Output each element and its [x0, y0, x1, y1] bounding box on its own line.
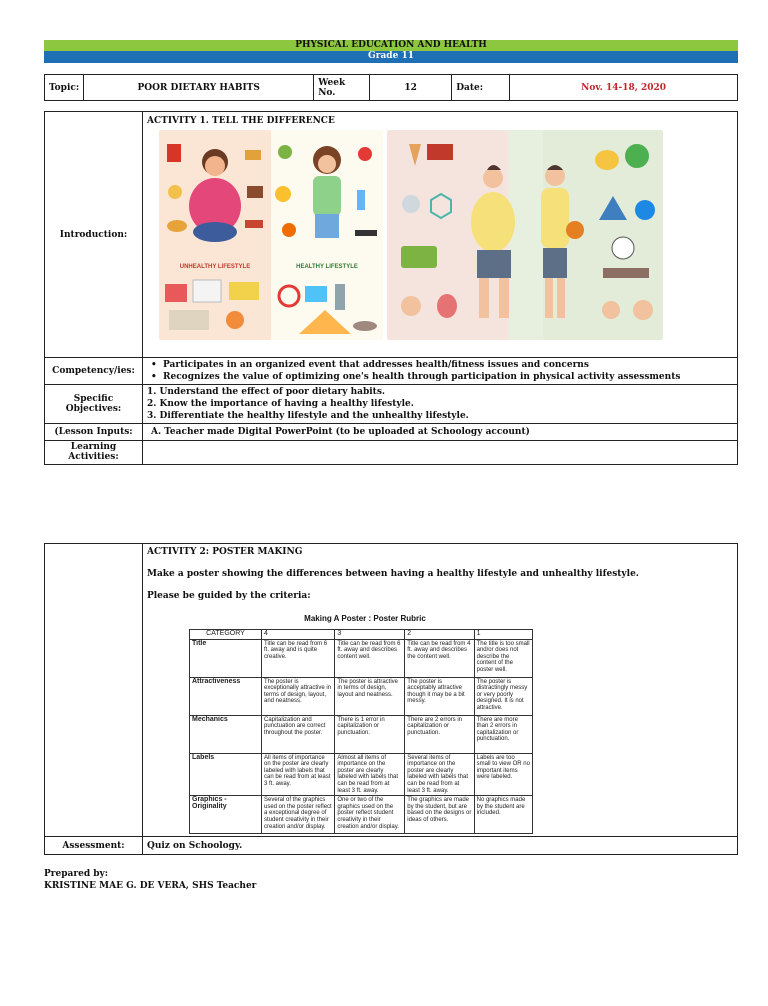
rubric-header: 2: [405, 630, 474, 640]
rubric-category: Attractiveness: [190, 677, 262, 715]
assessment-label: Assessment:: [45, 837, 143, 855]
objective-item: 1. Understand the effect of poor dietary habits.: [147, 387, 386, 397]
activity2-label-cell: [45, 544, 143, 837]
rubric-header: CATEGORY: [190, 630, 262, 640]
rubric-row: [190, 677, 533, 715]
competency-content: [143, 358, 738, 385]
rubric-row: [190, 753, 533, 796]
rubric-cell: Labels are too small to view OR no important items were labeled.: [474, 753, 532, 796]
date-label: Date:: [452, 75, 510, 101]
rubric-row: [190, 796, 533, 834]
unhealthy-lifestyle-caption: UNHEALTHY LIFESTYLE: [179, 264, 251, 270]
rubric-cell: Title can be read from 6 ft. away and describes content well.: [335, 639, 405, 677]
rubric-cell: All items of importance on the poster are clearly labeled with labels that can be read from at least 3 ft. away.: [262, 753, 335, 796]
objective-item: 2. Know the importance of having a healthy lifestyle.: [147, 399, 414, 409]
rubric-category: Graphics - Originality: [190, 796, 262, 834]
unhealthy-healthy-illustration: [159, 130, 383, 340]
rubric-cell: There is 1 error in capitalization or punctuation.: [335, 715, 405, 753]
introduction-label: Introduction:: [45, 112, 143, 358]
rubric-cell: The title is too small and/or does not describe the content of the poster well.: [474, 639, 532, 677]
rubric-cell: The poster is acceptably attractive though it may be a bit messy.: [405, 677, 474, 715]
rubric-title: Making A Poster : Poster Rubric: [304, 614, 426, 623]
lesson-plan-table: [44, 111, 738, 465]
poster-rubric-table: [189, 629, 533, 834]
rubric-row: [190, 715, 533, 753]
activity2-table: [44, 543, 738, 855]
rubric-header: 1: [474, 630, 532, 640]
learning-activities-value: [143, 441, 738, 465]
prepared-label: Prepared by:: [44, 869, 109, 879]
learning-activities-label: Learning Activities:: [45, 441, 143, 465]
topic-label: Topic:: [45, 75, 84, 101]
activity1-title: ACTIVITY 1. TELL THE DIFFERENCE: [147, 116, 335, 126]
prepared-by: [44, 868, 256, 892]
rubric-category: Labels: [190, 753, 262, 796]
assessment-value: Quiz on Schoology.: [143, 837, 738, 855]
rubric-cell: Several items of importance on the poster are clearly labeled with labels that can be read from at least 3 ft. away.: [405, 753, 474, 796]
prepared-name: KRISTINE MAE G. DE VERA, SHS Teacher: [44, 881, 257, 891]
rubric-cell: Title can be read from 6 ft. away and is quite creative.: [262, 639, 335, 677]
rubric-cell: There are 2 errors in capitalization or punctuation.: [405, 715, 474, 753]
competency-label: Competency/ies:: [45, 358, 143, 385]
rubric-cell: Almost all items of importance on the poster are clearly labeled with labels that can be read from at least 3 ft. away.: [335, 753, 405, 796]
date-value: Nov. 14-18, 2020: [510, 75, 738, 101]
topic-value: POOR DIETARY HABITS: [84, 75, 314, 101]
competency-item: • Participates in an organized event that addresses health/fitness issues and concerns: [147, 359, 733, 371]
competency-item: • Recognizes the value of optimizing one's health through participation in physical activity assessments: [147, 371, 733, 383]
lifestyle-comparison-illustration: [387, 130, 663, 340]
rubric-category: Mechanics: [190, 715, 262, 753]
rubric-header: 3: [335, 630, 405, 640]
activity2-guide: Please be guided by the criteria:: [147, 591, 311, 601]
rubric-cell: The poster is exceptionally attractive in terms of design, layout, and neatness.: [262, 677, 335, 715]
objectives-label: Specific Objectives:: [45, 385, 143, 424]
objectives-content: [143, 385, 738, 424]
rubric-cell: Several of the graphics used on the poster reflect a exceptional degree of student creativity in their creation and/or display.: [262, 796, 335, 834]
lesson-inputs-label: (Lesson Inputs:: [45, 424, 143, 441]
healthy-lifestyle-caption: HEALTHY LIFESTYLE: [296, 264, 358, 270]
rubric-cell: There are more than 2 errors in capitalization or punctuation.: [474, 715, 532, 753]
rubric-cell: The poster is attractive in terms of design, layout and neatness.: [335, 677, 405, 715]
activity2-title: ACTIVITY 2: POSTER MAKING: [147, 547, 303, 557]
grade-banner: Grade 11: [44, 51, 738, 63]
activity2-instruction: Make a poster showing the differences between having a healthy lifestyle and unhealthy lifestyle.: [147, 569, 639, 579]
introduction-content: [143, 112, 738, 358]
rubric-header: 4: [262, 630, 335, 640]
rubric-cell: The poster is distractingly messy or very poorly designed. It is not attractive.: [474, 677, 532, 715]
lesson-inputs-value: A. Teacher made Digital PowerPoint (to be uploaded at Schoology account): [143, 424, 738, 441]
rubric-cell: The graphics are made by the student, but are based on the designs or ideas of others.: [405, 796, 474, 834]
rubric-cell: Title can be read from 4 ft. away and describes the content well.: [405, 639, 474, 677]
rubric-category: Title: [190, 639, 262, 677]
rubric-cell: Capitalization and punctuation are correct throughout the poster.: [262, 715, 335, 753]
rubric-cell: No graphics made by the student are included.: [474, 796, 532, 834]
week-value: 12: [370, 75, 452, 101]
rubric-row: [190, 639, 533, 677]
rubric-cell: One or two of the graphics used on the poster reflect student creativity in their creation and/or display.: [335, 796, 405, 834]
activity2-content: [143, 544, 738, 837]
subject-banner: PHYSICAL EDUCATION AND HEALTH: [44, 40, 738, 51]
week-label: Week No.: [314, 75, 370, 101]
objective-item: 3. Differentiate the healthy lifestyle and the unhealthy lifestyle.: [147, 411, 469, 421]
lesson-info-table: [44, 74, 738, 101]
